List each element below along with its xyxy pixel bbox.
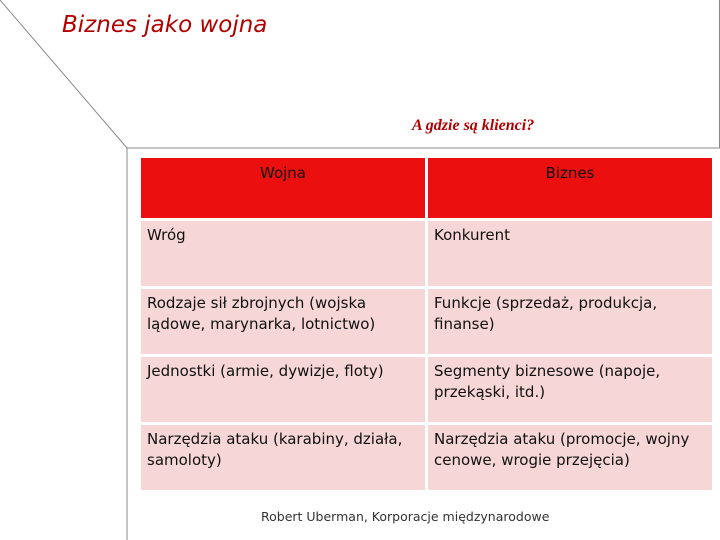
cell-business: Funkcje (sprzedaż, produkcja, finanse): [428, 289, 712, 354]
cell-business: Narzędzia ataku (promocje, wojny cenowe, wrogie przejęcia): [428, 425, 712, 490]
footer-credit: Robert Uberman, Korporacje międzynarodowe: [261, 509, 550, 524]
comparison-table: [138, 155, 715, 493]
question-caption: A gdzie są klienci?: [412, 117, 535, 134]
cell-war: Wróg: [141, 221, 425, 286]
cell-war: Narzędzia ataku (karabiny, działa, samoloty): [141, 425, 425, 490]
table-row: [141, 221, 712, 286]
table-row: [141, 425, 712, 490]
table-header-row: [141, 158, 712, 218]
header-wojna: Wojna: [141, 158, 425, 218]
cell-war: Rodzaje sił zbrojnych (wojska lądowe, marynarka, lotnictwo): [141, 289, 425, 354]
cell-war: Jednostki (armie, dywizje, floty): [141, 357, 425, 422]
cell-business: Konkurent: [428, 221, 712, 286]
table-row: [141, 289, 712, 354]
table-row: [141, 357, 712, 422]
slide-title: Biznes jako wojna: [62, 12, 268, 38]
header-biznes: Biznes: [428, 158, 712, 218]
cell-business: Segmenty biznesowe (napoje, przekąski, itd.): [428, 357, 712, 422]
